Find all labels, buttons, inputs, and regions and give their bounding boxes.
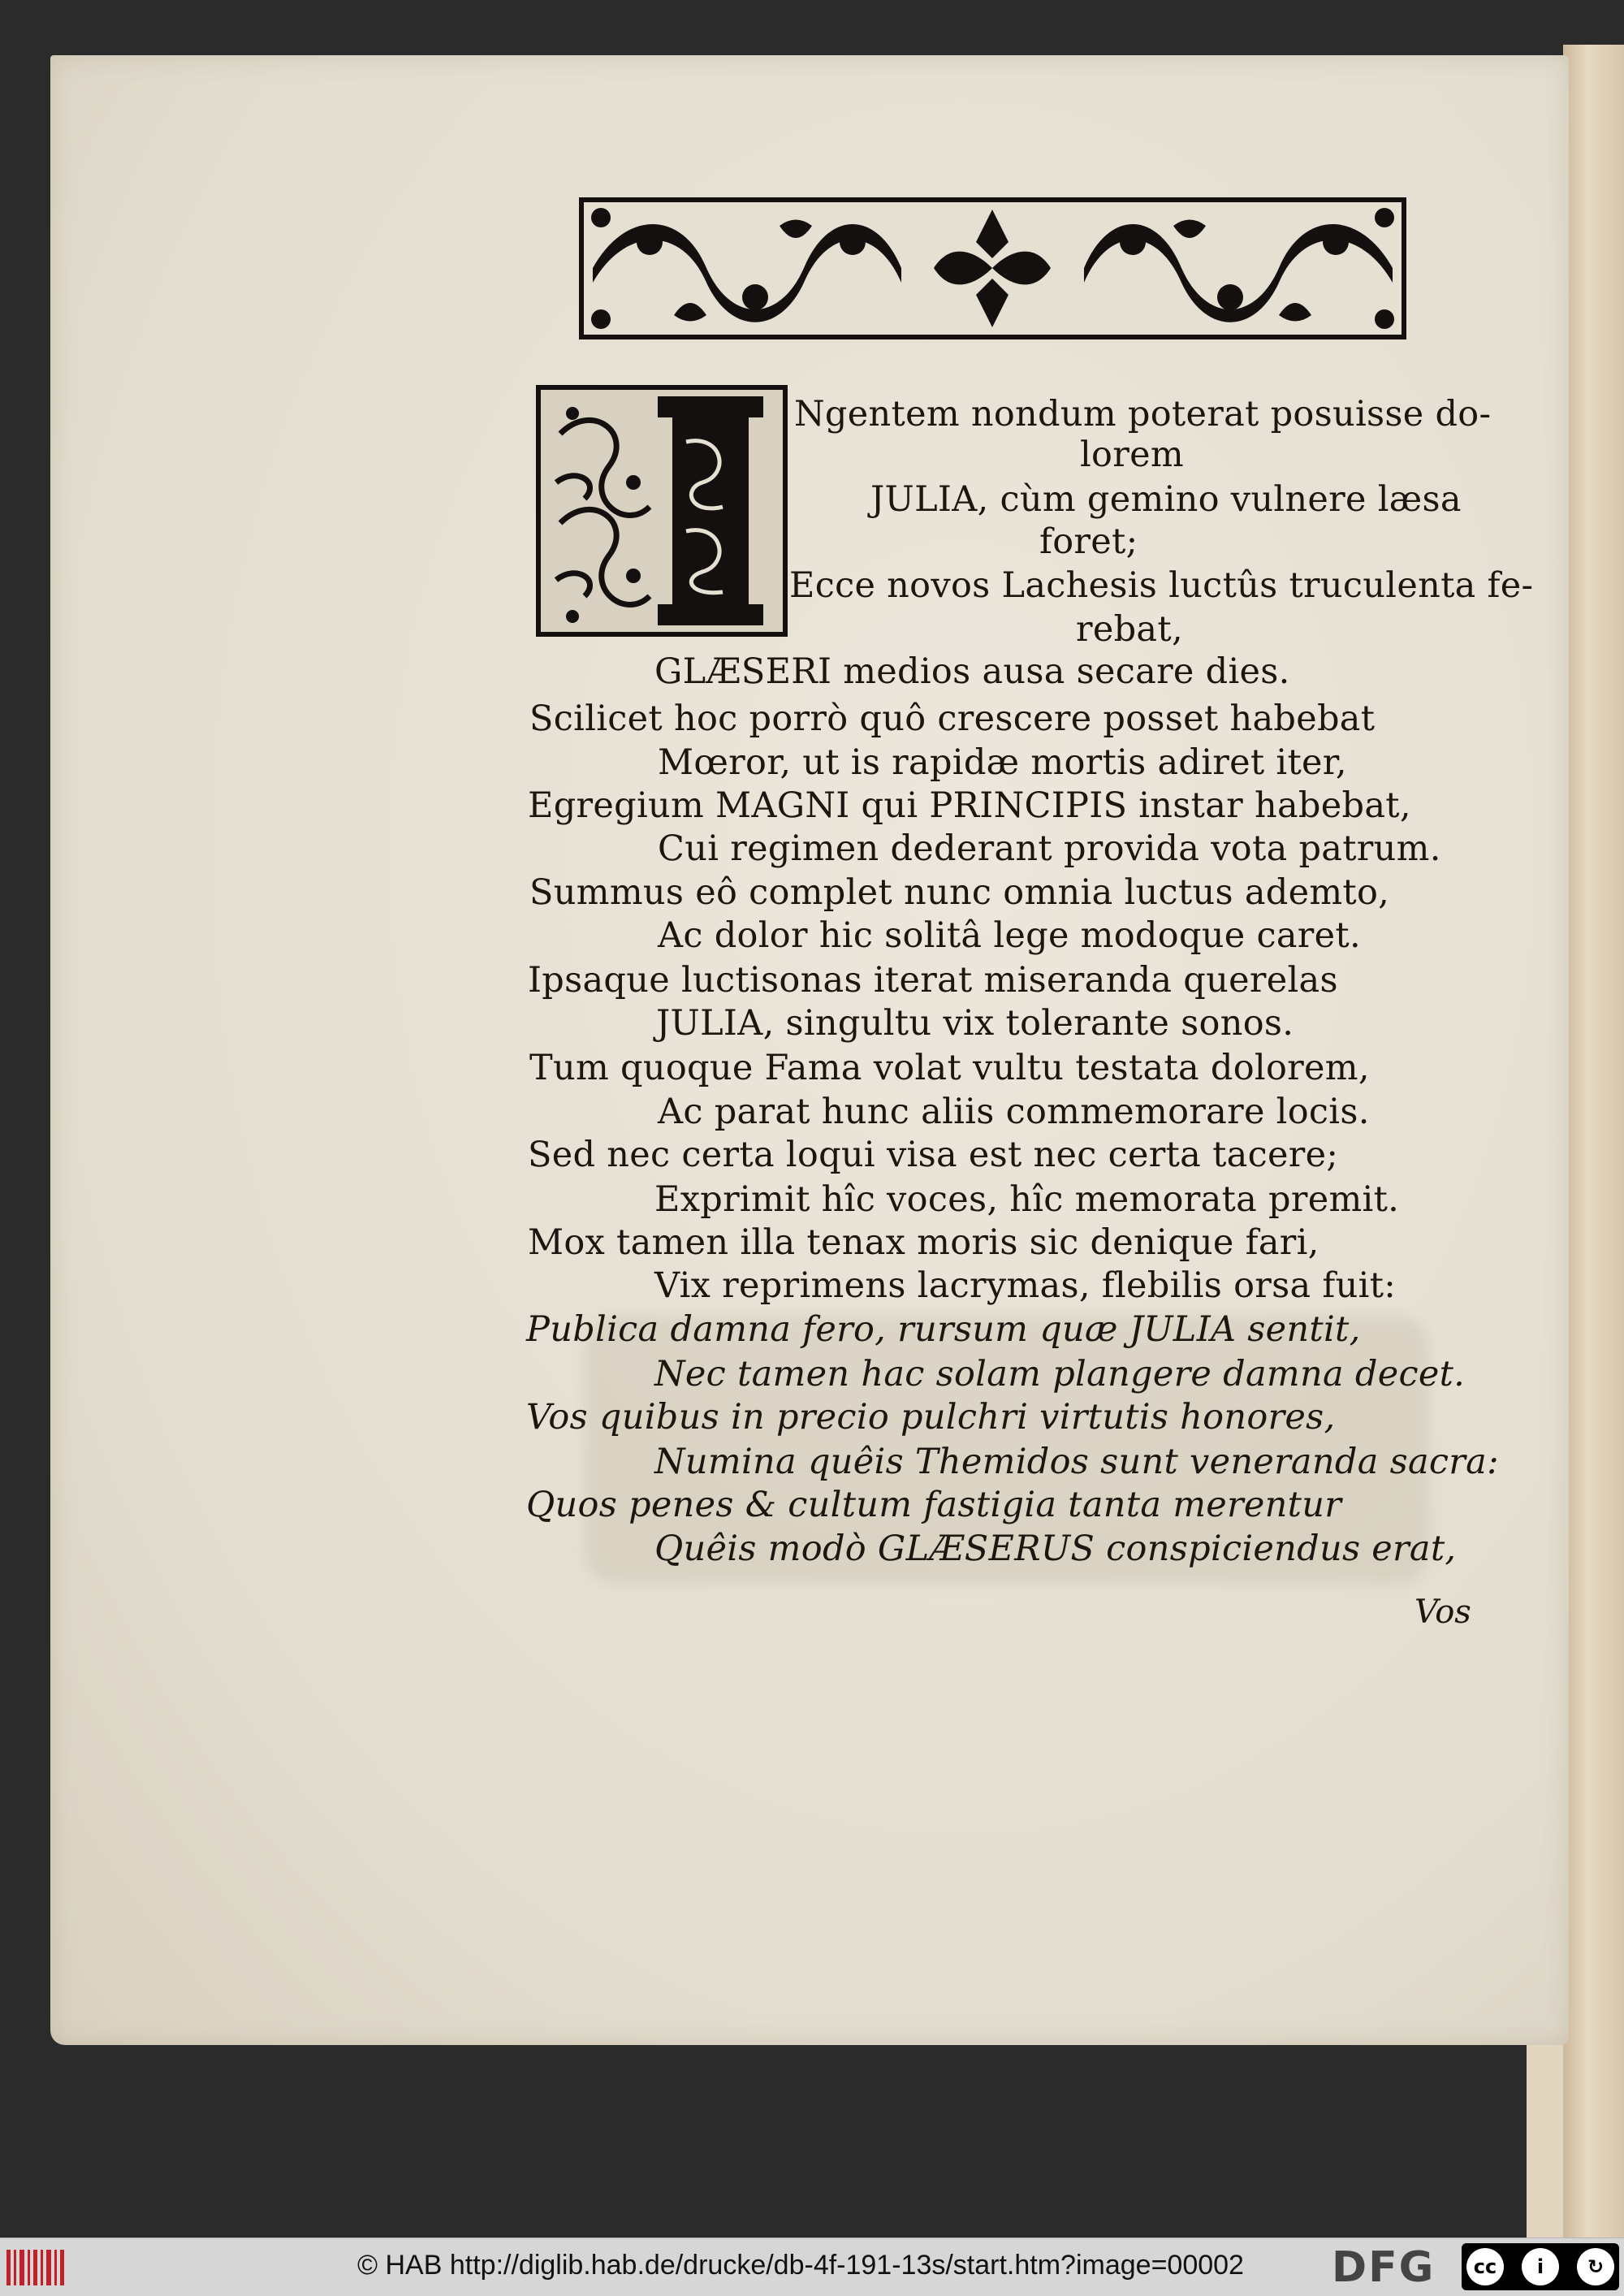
- verse-line: GLÆSERI medios ausa secare dies.: [654, 651, 1290, 692]
- verse-line: Numina quêis Themidos sunt veneranda sacra:: [654, 1442, 1499, 1482]
- verse-line: Cui regimen dederant provida vota patrum.: [658, 828, 1441, 869]
- verse-line: Ecce novos Lachesis luctûs truculenta fe-: [789, 565, 1534, 606]
- by-icon: i: [1522, 2248, 1559, 2285]
- sa-icon: ↻: [1577, 2248, 1614, 2285]
- barcode-icon: [5, 2246, 70, 2289]
- verse-line: Publica damna fero, rursum quæ JULIA sentit,: [526, 1309, 1361, 1350]
- verse-line: Quos penes & cultum fastigia tanta merentur: [526, 1485, 1342, 1525]
- verse-line: JULIA, singultu vix tolerante sonos.: [656, 1003, 1294, 1044]
- source-credit-link[interactable]: © HAB http://diglib.hab.de/drucke/db-4f-191-13s/start.htm?image=00002: [357, 2250, 1244, 2281]
- verse-line: Egregium MAGNI qui PRINCIPIS instar habebat,: [528, 785, 1411, 826]
- verse-line: Ac parat hunc aliis commemorare locis.: [658, 1092, 1370, 1132]
- cc-icon: cc: [1466, 2248, 1504, 2285]
- verse-line: Mœror, ut is rapidæ mortis adiret iter,: [658, 742, 1347, 783]
- verse-line: Ac dolor hic solitâ lege modoque caret.: [658, 915, 1361, 956]
- verse-line: Mox tamen illa tenax moris sic denique fari,: [528, 1222, 1320, 1263]
- verse-line: rebat,: [1076, 609, 1183, 650]
- verse-line: Scilicet hoc porrò quô crescere posset habebat: [529, 698, 1376, 739]
- verse-line: Exprimit hîc voces, hîc memorata premit.: [654, 1179, 1400, 1220]
- verse-line: foret;: [1039, 521, 1138, 562]
- decorated-initial-letter: [536, 385, 788, 637]
- dfg-logo: DFG: [1332, 2243, 1436, 2292]
- ornamental-headpiece: [577, 193, 1409, 344]
- verse-line: Quêis modò GLÆSERUS conspiciendus erat,: [654, 1529, 1457, 1569]
- cc-license-badge[interactable]: [1462, 2243, 1619, 2290]
- verse-line: lorem: [1080, 435, 1184, 475]
- verse-line: Ipsaque luctisonas iterat miseranda querelas: [528, 960, 1338, 1001]
- verse-line: Nec tamen hac solam plangere damna decet.: [654, 1354, 1466, 1394]
- verse-line: Vix reprimens lacrymas, flebilis orsa fuit:: [654, 1265, 1397, 1306]
- adjacent-page-edge: [1563, 45, 1624, 2238]
- verse-line: JULIA, cùm gemino vulnere læsa: [870, 479, 1462, 520]
- verse-line: Tum quoque Fama volat vultu testata dolorem,: [529, 1048, 1370, 1088]
- verse-line: Sed nec certa loqui visa est nec certa tacere;: [528, 1135, 1339, 1175]
- verse-line: Summus eô complet nunc omnia luctus ademto,: [529, 872, 1390, 913]
- catchword: Vos: [1415, 1593, 1471, 1631]
- viewer-footer: [0, 2238, 1624, 2296]
- adjacent-page-strip: [1527, 2014, 1563, 2242]
- verse-line: Vos quibus in precio pulchri virtutis honores,: [526, 1397, 1336, 1438]
- verse-line: Ngentem nondum poterat posuisse do-: [794, 394, 1492, 435]
